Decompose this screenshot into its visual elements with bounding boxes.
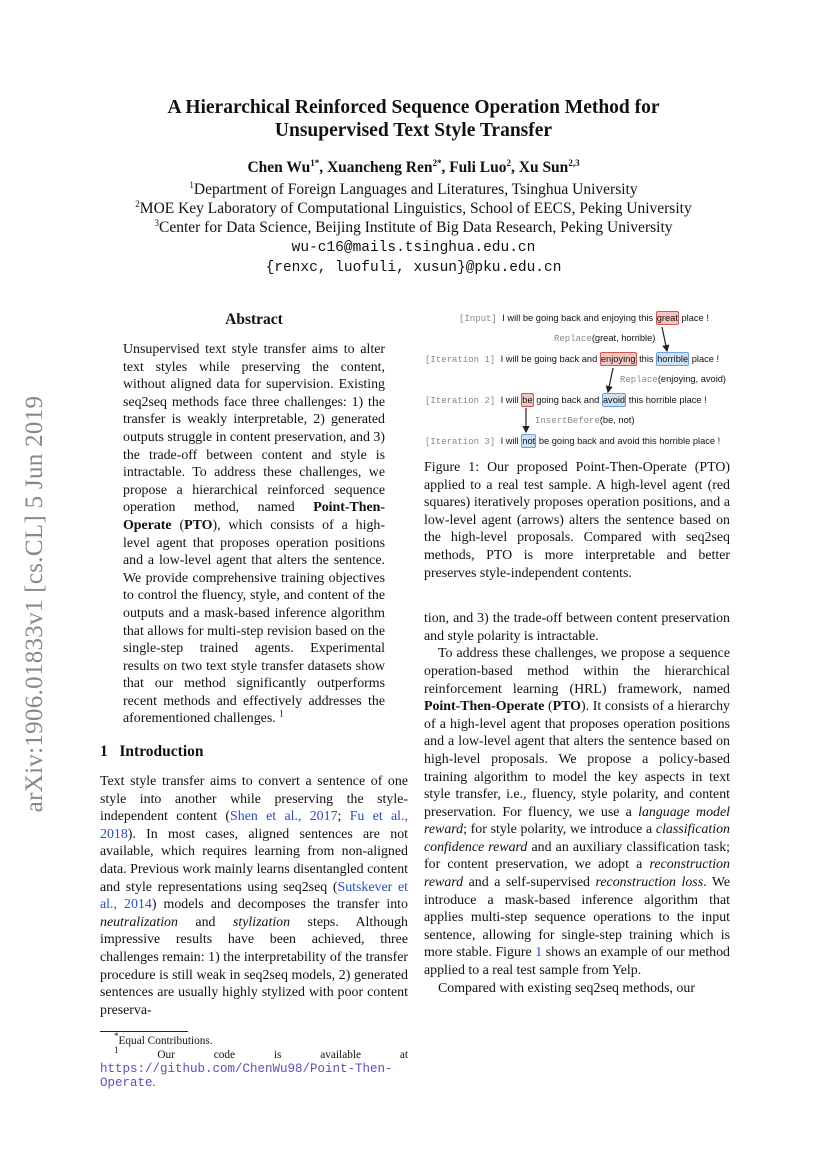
- text-span: Our code is available at: [118, 1049, 408, 1062]
- affiliation: $^2$MOE Key Laboratory of Computational Linguistics, School of EECS, Peking University: [135, 198, 692, 217]
- high-level-position-box: enjoying: [600, 354, 636, 364]
- citation-link[interactable]: 1: [535, 945, 543, 961]
- arxiv-stamp: arXiv:1906.01833v1 [cs.CL] 5 Jun 2019: [21, 395, 48, 813]
- text-span: Point-Then-Operate: [424, 699, 545, 715]
- sentence-text: going back and: [533, 395, 602, 405]
- email: wu-c16@mails.tsinghua.edu.cn: [291, 240, 536, 256]
- intro-body: [100, 773, 408, 1019]
- edited-word-box: horrible: [657, 354, 689, 364]
- sentence-text: I will be going back and: [500, 354, 600, 364]
- text-span: and a self-supervised: [463, 875, 596, 891]
- iteration-tag: [Iteration 3]: [425, 437, 501, 447]
- text-span: ). In most cases, aligned sentences are not available, which requires learning from non-aligned data. Previous work mainly learns disentangled content and style representations using seq2seq (: [100, 826, 408, 895]
- affiliation: $^1$Department of Foreign Languages and Literatures, Tsinghua University: [189, 179, 638, 198]
- sentence-text: I will be going back and enjoying this: [502, 313, 656, 323]
- citation-link[interactable]: Sutskever et al., 2014: [100, 879, 408, 913]
- author: Fuli Luo$^2$: [449, 157, 511, 176]
- footnote: [100, 1031, 408, 1048]
- author: Xuancheng Ren$^{2*}$: [326, 157, 442, 176]
- arrow-2: [608, 368, 613, 392]
- paragraph: [123, 341, 385, 728]
- figure-row: [459, 312, 709, 325]
- affiliation: $^3$Center for Data Science, Beijing Institute of Big Data Research, Peking University: [154, 217, 673, 236]
- text-span: steps. Although impressive results have been achieved, three challenges remain: 1) the interpretability of the transfer procedure is still weak in seq2seq models, 2) generated sentences are usually highly stylized with poor content preserva-: [100, 914, 408, 1018]
- sentence-text: place !: [678, 313, 709, 323]
- author: Xu Sun$^{2,3}$: [518, 157, 580, 176]
- paper-title: [0, 96, 827, 142]
- figure-1: [420, 308, 730, 450]
- figure-row: [425, 435, 720, 448]
- text-span: Point-Then-Operate: [123, 500, 385, 533]
- text-span: classification confidence reward: [424, 822, 730, 855]
- arrow-1: [662, 327, 667, 351]
- right-column: [424, 459, 730, 997]
- iteration-tag: [Iteration 2]: [425, 396, 501, 406]
- left-column: [100, 310, 408, 1090]
- text-span: and: [177, 914, 233, 930]
- text-span: Unsupervised text style transfer aims to alter text styles while preserving the content, without aligned data for supervision. Existing seq2seq methods face three challenges: 1) the transfer is weakly interpretable, 2) generated outputs struggle in content preservation, and 3) the trade-off between content and style is intractable. To address these challenges, we propose a hierarchical reinforced sequence operation method, named: [123, 342, 385, 516]
- text-span: PTO: [184, 517, 213, 533]
- text-span: .: [152, 1077, 156, 1090]
- text-span: . We introduce a mask-based inference algorithm that applies multi-step sequence operations to the input sentence, allowing for single-step training which is more stable. Figure: [424, 875, 731, 961]
- paragraph: [424, 645, 730, 979]
- author: Chen $Wu^{1*}$: [247, 157, 320, 176]
- text-span: tion, and 3) the trade-off between content preservation and style polarity is intractable.: [424, 611, 730, 644]
- text-span: ; for style polarity, we introduce a: [463, 822, 656, 838]
- text-span: ), which consists of a high-level agent that proposes operation positions and a low-level agent that alters the sentence. We provide comprehensive training objectives to control the fluency, style, and content of the outputs and a mask-based inference algorithm that allows for multi-step revision based on the single-step trained agents. Experimental results on two text style transfer datasets show that our method significantly outperforms recent methods and effectively addresses the aforementioned challenges.: [123, 517, 385, 727]
- author-list: Chen $Wu^{1*}$, Xuancheng Ren$^{2*}$, Fuli Luo$^2$, Xu Sun$^{2,3}$: [247, 157, 580, 176]
- text-span: reconstruction reward: [424, 857, 730, 891]
- text-span: shows an example of our method applied to a real test sample from Yelp.: [424, 945, 730, 979]
- text-span: reconstruction loss: [595, 875, 704, 891]
- figure-caption: Figure 1: Our proposed Point-Then-Operate (PTO) applied to a real test sample. A high-level agent (red squares) iteratively proposes operation positions, and a low-level agent (arrows) alters the sentence based on the high-level proposals. Compared with seq2seq methods, PTO is more interpretable and better preserves style-independent contents.: [424, 460, 730, 581]
- text-span: and an auxiliary classification task; for content preservation, we adopt a: [424, 839, 730, 873]
- operation-label: Replace(great, horrible): [554, 333, 656, 344]
- iteration-tag: [Input]: [459, 314, 503, 324]
- text-span: *: [114, 1031, 119, 1042]
- text-span: Equal Contributions.: [118, 1035, 213, 1048]
- text-span: (: [544, 699, 553, 715]
- abstract-heading: Abstract: [225, 311, 283, 328]
- text-span: Compared with existing seq2seq methods, our: [438, 980, 695, 996]
- text-span: 1: [279, 708, 284, 719]
- text-span: language model reward: [424, 804, 730, 838]
- text-span: (: [171, 517, 185, 533]
- citation-link[interactable]: Fu et al., 2018: [100, 809, 408, 842]
- sentence-text: place !: [689, 354, 720, 364]
- title-line: Unsupervised Text Style Transfer: [274, 120, 553, 141]
- paragraph: [424, 980, 730, 998]
- text-span: ) models and decomposes the transfer into: [151, 897, 408, 913]
- sentence-text: I will: [500, 395, 522, 405]
- text-span: To address these challenges, we propose a sequence operation-based method within the hierarchical reinforcement learning (HRL) framework, named: [424, 646, 730, 697]
- email: {renxc, luofuli, xusun}@pku.edu.cn: [265, 260, 562, 276]
- operation-label: InsertBefore(be, not): [535, 415, 635, 426]
- operation-label: Replace(enjoying, avoid): [620, 374, 727, 385]
- edited-word-box: not: [522, 436, 536, 446]
- footnote: [100, 1045, 408, 1091]
- sentence-text: this: [636, 354, 657, 364]
- paragraph: [424, 610, 730, 645]
- iteration-tag: [Iteration 1]: [425, 355, 501, 365]
- intro-heading: 1 Introduction: [100, 743, 204, 761]
- sentence-text: I will: [500, 436, 522, 446]
- text-span: ;: [337, 809, 350, 825]
- figure-row: [425, 394, 707, 407]
- figure-row: [425, 353, 719, 366]
- paragraph: [100, 773, 408, 1019]
- high-level-position-box: great: [656, 313, 678, 323]
- text-span: neutralization: [100, 914, 178, 930]
- citation-link[interactable]: Shen et al., 2017: [230, 809, 338, 825]
- citation-link[interactable]: https://github.com/ChenWu98/Point-Then-Operate: [100, 1062, 393, 1091]
- text-span: Text style transfer aims to convert a sentence of one style into another while preserving the style-independent content (: [100, 774, 408, 825]
- text-span: 1: [114, 1045, 119, 1056]
- text-span: ). It consists of a hierarchy of a high-level agent that proposes operation positions and a low-level agent that alters the sentence based on high-level proposals. We propose a policy-based training algorithm to model the key aspects in text style transfer, i.e., fluency, style polarity, and content preservation. For fluency, we use a: [424, 699, 730, 820]
- high-level-position-box: be: [522, 395, 533, 405]
- right-column-body: [424, 610, 730, 997]
- sentence-text: be going back and avoid this horrible place !: [536, 436, 721, 446]
- title-line: A Hierarchical Reinforced Sequence Operation Method for: [167, 97, 660, 118]
- text-span: PTO: [552, 699, 581, 715]
- text-span: stylization: [232, 914, 291, 930]
- sentence-text: this horrible place !: [626, 395, 707, 405]
- edited-word-box: avoid: [602, 395, 626, 405]
- abstract-body: [123, 341, 385, 728]
